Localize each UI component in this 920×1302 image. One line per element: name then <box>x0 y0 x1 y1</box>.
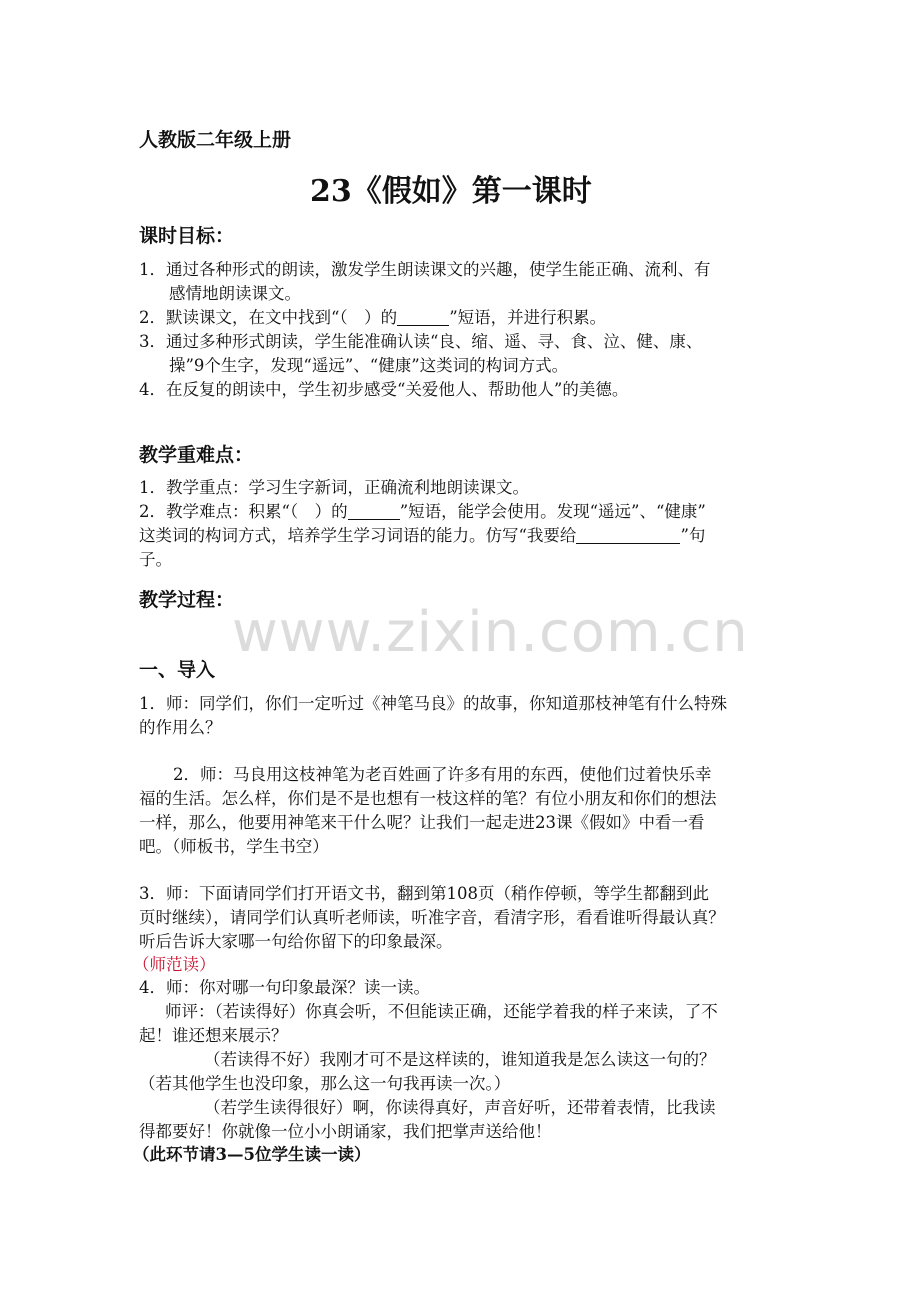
eval-line-2: 起！谁还想来展示？ <box>139 1026 288 1045</box>
watermark: www.zixin.com.cn <box>232 600 749 665</box>
keypoint-2-line-3: 子。 <box>139 550 172 569</box>
section-1-heading: 一、导入 <box>139 659 216 681</box>
goal-3-line-2: 操”9个生字，发现“遥远”、“健康”这类词的构词方式。 <box>169 356 569 375</box>
good-line-2: 得都要好！你就像一位小小朗诵家，我们把掌声送给他！ <box>139 1122 552 1141</box>
fill-blank <box>397 307 449 326</box>
keypoint-2-part-c: 这类词的构词方式，培养学生学习词语的能力。仿写“我要给 <box>139 526 577 545</box>
goals-heading: 课时目标： <box>139 225 235 247</box>
series-label: 人教版二年级上册 <box>139 129 292 151</box>
keypoint-2-line-1 <box>139 500 706 524</box>
goal-1-line-1: 1．通过各种形式的朗读，激发学生朗读课文的兴趣，使学生能正确、流利、有 <box>139 260 711 279</box>
goal-2-part-1: 2．默读课文，在文中找到“（ ）的 <box>139 308 398 327</box>
goal-3-line-1: 3．通过多种形式朗读，学生能准确认读“良、缩、遥、寻、食、泣、健、康、 <box>139 332 703 351</box>
keypoint-2-part-b: ”短语，能学会使用。发现“遥远”、“健康” <box>399 502 706 521</box>
eval-line-1: 师评：（若读得好）你真会听，不但能读正确，还能学着我的样子来读，了不 <box>165 1002 718 1021</box>
step-3-line-1: 3．师：下面请同学们打开语文书，翻到第108页（稍作停顿，等学生都翻到此 <box>139 884 709 903</box>
step-1-line-1: 1．师：同学们，你们一定听过《神笔马良》的故事，你知道那枝神笔有什么特殊 <box>139 694 727 713</box>
bad-line-1: （若读得不好）我刚才可不是这样读的，谁知道我是怎么读这一句的？ <box>204 1050 716 1069</box>
goal-2-part-2: ”短语，并进行积累。 <box>449 308 607 327</box>
keypoints-heading: 教学重难点： <box>139 444 254 466</box>
step-3-line-3: 听后告诉大家哪一句给你留下的印象最深。 <box>139 932 453 951</box>
goal-1-line-2: 感情地朗读课文。 <box>169 284 301 303</box>
keypoint-2-part-a: 2．教学难点：积累“（ ）的 <box>139 502 348 521</box>
red-note: （师范读） <box>133 955 216 974</box>
process-heading: 教学过程： <box>139 589 235 611</box>
good-line-1: （若学生读得很好）啊，你读得真好，声音好听，还带着表情，比我读 <box>204 1098 716 1117</box>
page-title: 23《假如》第一课时 <box>310 174 592 209</box>
step-2-line-1: 2．师：马良用这枝神笔为老百姓画了许多有用的东西，使他们过着快乐幸 <box>173 765 712 784</box>
goal-4: 4．在反复的朗读中，学生初步感受“关爱他人、帮助他人”的美德。 <box>139 380 629 399</box>
keypoint-2-part-d: ”句 <box>680 526 706 545</box>
step-2-line-2: 福的生活。怎么样，你们是不是也想有一枝这样的笔？有位小朋友和你们的想法 <box>139 789 717 808</box>
fill-blank <box>348 501 400 520</box>
step-note: （此环节请3—5位学生读一读） <box>133 1145 371 1164</box>
step-3-line-2: 页时继续），请同学们认真听老师读，听准字音，看清字形，看看谁听得最认真？ <box>139 908 725 927</box>
step-2-line-4: 吧。（师板书，学生书空） <box>139 837 329 856</box>
step-4: 4．师：你对哪一句印象最深？读一读。 <box>139 978 430 997</box>
goal-2 <box>139 306 606 330</box>
bad-line-2: （若其他学生也没印象，那么这一句我再读一次。） <box>139 1074 511 1093</box>
step-1-line-2: 的作用么？ <box>139 718 222 737</box>
step-2-line-3: 一样，那么，他要用神笔来干什么呢？让我们一起走进23课《假如》中看一看 <box>139 813 705 832</box>
keypoint-2-line-2 <box>139 524 705 548</box>
keypoint-1: 1．教学重点：学习生字新词，正确流利地朗读课文。 <box>139 478 529 497</box>
fill-blank <box>576 525 680 544</box>
